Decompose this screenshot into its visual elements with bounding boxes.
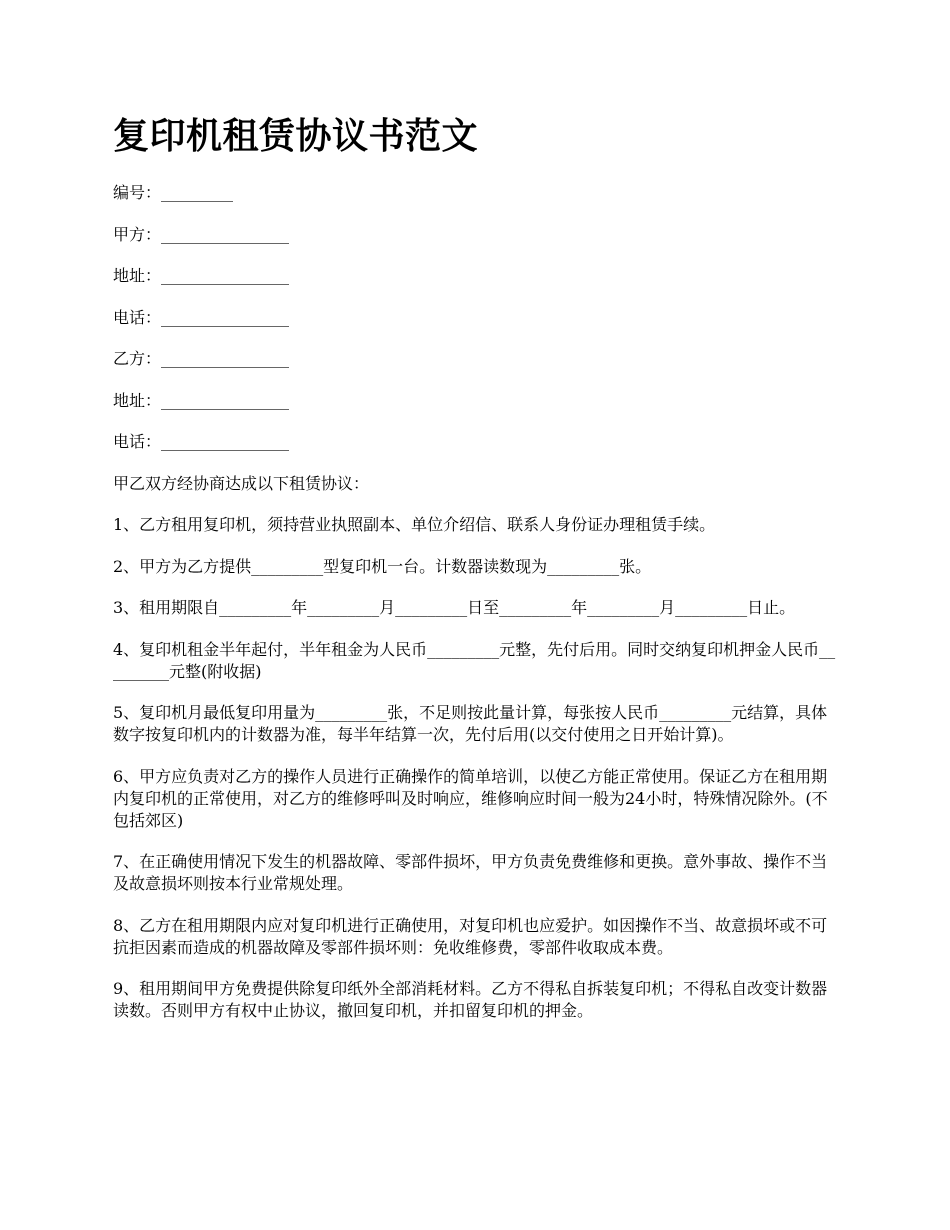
clause-2: 2、甲方为乙方提供_________型复印机一台。计数器读数现为_________张。 xyxy=(113,556,652,576)
field-party-b: 乙方：________________ xyxy=(113,349,290,368)
field-party-a-address: 地址：________________ xyxy=(113,266,290,285)
field-party-b-address: 地址：________________ xyxy=(113,390,290,410)
document-page xyxy=(113,112,840,1042)
clause-8: 8、乙方在租用期限内应对复印机进行正确使用，对复印机也应爱护。如因操作不当、故意损坏或不可抗拒因素而造成的机器故障及零部件损坏则：免收维修费，零部件收取成本费。 xyxy=(113,915,828,957)
clause-3: 3、租用期限自_________年_________月_________日至_________年_________月_________日止。 xyxy=(113,598,796,617)
clause-5: 5、复印机月最低复印用量为_________张，不足则按此量计算，每张按人民币_________元结算，具体数字按复印机内的计数器为准，每半年结算一次，先付后用(以交付使用之日开始计算)。 xyxy=(113,703,828,744)
field-party-a-phone: 电话：________________ xyxy=(113,307,290,327)
intro-paragraph: 甲乙双方经协商达成以下租赁协议： xyxy=(113,473,370,493)
clause-6: 6、甲方应负责对乙方的操作人员进行正确操作的简单培训，以使乙方能正常使用。保证乙方在租用期内复印机的正常使用，对乙方的维修呼叫及时响应，维修响应时间一般为24小时，特殊情况除外。(不包括郊区) xyxy=(113,766,828,830)
clause-1: 1、乙方租用复印机，须持营业执照副本、单位介绍信、联系人身份证办理租赁手续。 xyxy=(113,515,716,534)
clause-7: 7、在正确使用情况下发生的机器故障、零部件损坏，甲方负责免费维修和更换。意外事故、操作不当及故意损坏则按本行业常规处理。 xyxy=(113,852,828,893)
field-party-b-phone: 电话：________________ xyxy=(113,432,290,451)
field-party-a: 甲方：________________ xyxy=(113,224,290,244)
clause-9: 9、租用期间甲方免费提供除复印纸外全部消耗材料。乙方不得私自拆装复印机；不得私自改变计数器读数。否则甲方有权中止协议，撤回复印机，并扣留复印机的押金。 xyxy=(113,979,828,1020)
document-title: 复印机租赁协议书范文 xyxy=(113,115,479,157)
clause-4: 4、复印机租金半年起付，半年租金为人民币_________元整，先付后用。同时交纳复印机押金人民币_________元整(附收据) xyxy=(113,639,836,681)
field-contract-number: 编号：_________ xyxy=(113,183,234,202)
